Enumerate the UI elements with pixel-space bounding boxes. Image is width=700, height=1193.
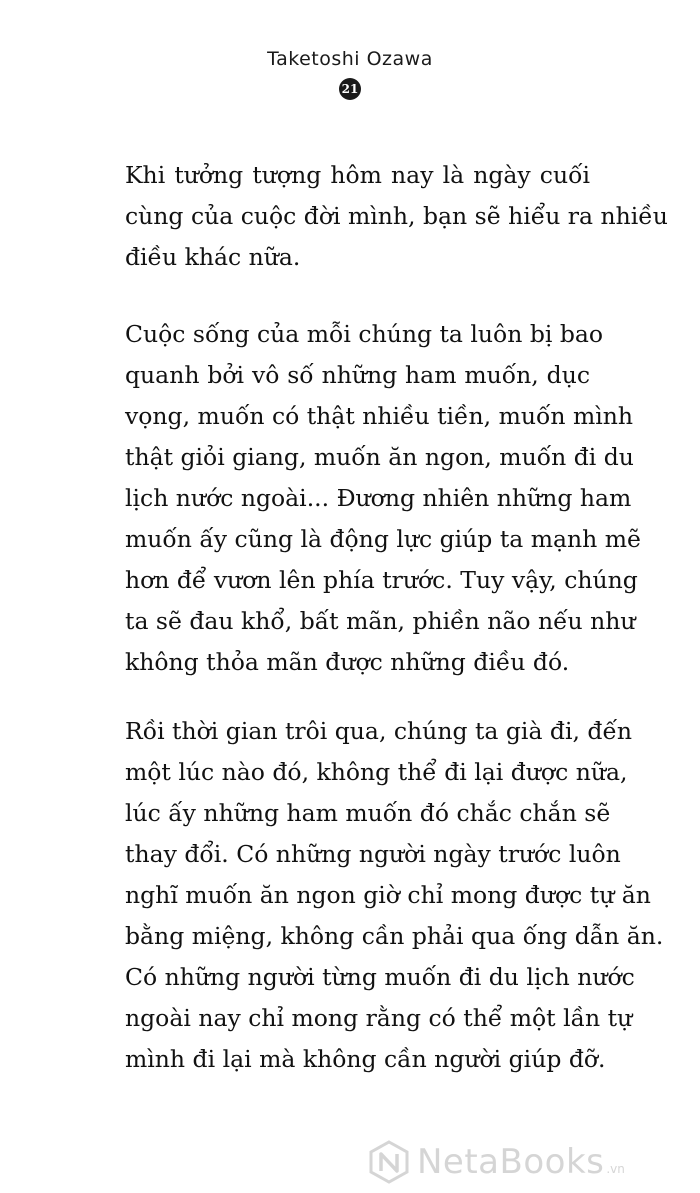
paragraph-2 [125, 314, 641, 683]
text-line: cùng của cuộc đời mình, bạn sẽ hiểu ra nhiều [125, 202, 668, 230]
text-line: ta sẽ đau khổ, bất mãn, phiền não nếu như [125, 607, 636, 635]
text-line: mình đi lại mà không cần người giúp đỡ. [125, 1045, 606, 1073]
text-line: Có những người từng muốn đi du lịch nước [125, 963, 635, 991]
paragraph-3 [125, 711, 664, 1080]
netabooks-logo-icon [367, 1140, 411, 1184]
text-line: hơn để vươn lên phía trước. Tuy vậy, chúng [125, 566, 638, 594]
watermark-suffix: .vn [606, 1162, 625, 1176]
text-line: điều khác nữa. [125, 243, 301, 271]
text-line: ngoài nay chỉ mong rằng có thể một lần tự [125, 1004, 633, 1032]
text-line: thay đổi. Có những người ngày trước luôn [125, 840, 621, 868]
paragraph-1 [125, 155, 668, 278]
page-header [0, 48, 700, 100]
text-line: lịch nước ngoài... Đương nhiên những ham [125, 484, 632, 512]
text-line: một lúc nào đó, không thể đi lại được nữa, [125, 758, 628, 786]
text-line: không thỏa mãn được những điều đó. [125, 648, 570, 676]
text-line: bằng miệng, không cần phải qua ống dẫn ăn. [125, 922, 664, 950]
netabooks-watermark [367, 1138, 625, 1186]
watermark-brand: NetaBooks [417, 1142, 605, 1182]
text-line: thật giỏi giang, muốn ăn ngon, muốn đi du [125, 443, 634, 471]
text-line: Rồi thời gian trôi qua, chúng ta già đi, đến [125, 717, 633, 745]
text-line: vọng, muốn có thật nhiều tiền, muốn mình [125, 402, 634, 430]
text-line: quanh bởi vô số những ham muốn, dục [125, 361, 590, 389]
page-number-badge: 21 [339, 78, 361, 100]
text-line: nghĩ muốn ăn ngon giờ chỉ mong được tự ăn [125, 881, 651, 909]
text-line: lúc ấy những ham muốn đó chắc chắn sẽ [125, 799, 611, 827]
author-name: Taketoshi Ozawa [267, 48, 433, 70]
text-line: Cuộc sống của mỗi chúng ta luôn bị bao [125, 320, 604, 348]
text-line: muốn ấy cũng là động lực giúp ta mạnh mẽ [125, 525, 641, 553]
text-line: Khi tưởng tượng hôm nay là ngày cuối [125, 161, 590, 189]
